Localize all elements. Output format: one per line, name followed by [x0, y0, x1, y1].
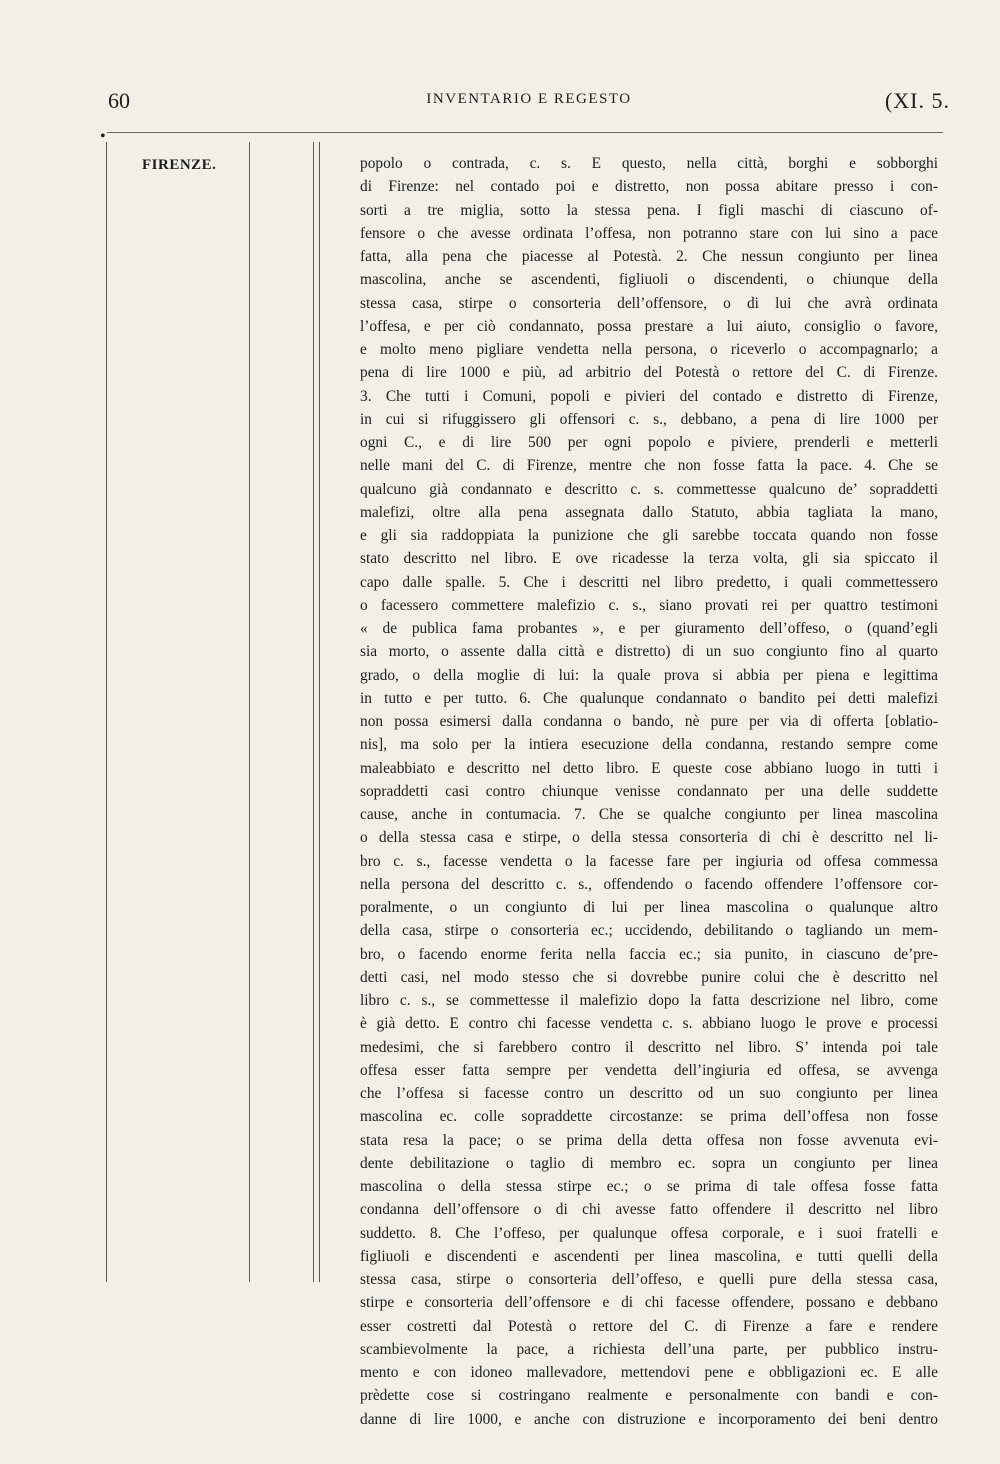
text-line: l’offesa, e per ciò condannato, possa prestare a lui aiuto, consiglio o favore,: [360, 317, 938, 335]
text-line: o della stessa casa e stirpe, o della stessa consorteria di chi è descritto nel li-: [360, 829, 938, 847]
column-rule-middle: [249, 142, 250, 1282]
text-line: stessa casa, stirpe o consorteria dell’offensore, o di lui che avrà ordinata: [360, 294, 938, 312]
text-line: scambievolmente la pace, a richiesta dell’una parte, per pubblico instru-: [360, 1340, 938, 1358]
text-line: 3. Che tutti i Comuni, popoli e pivieri del contado e distretto di Firenze,: [360, 387, 938, 405]
text-line: condanna dell’offensore o di chi avesse fatto offendere il descritto nel libro: [360, 1201, 938, 1219]
text-line: poralmente, o un congiunto di lui per linea mascolina o qualunque altro: [360, 899, 938, 916]
text-line: grado, o della moglie di lui: la quale prova si abbia per piena e legittima: [360, 666, 938, 684]
text-line: è già detto. E contro chi facesse vendetta c. s. abbiano luogo le prove e processi: [360, 1015, 938, 1033]
section-reference: (XI. 5.: [884, 88, 950, 113]
text-line: nella persona del descritto c. s., offendendo o facendo offendere l’offensore cor-: [360, 875, 938, 893]
text-line: stato descritto nel libro. E ove ricadesse la terza volta, gli sia spiccato il: [360, 550, 938, 568]
text-line: libro c. s., se commettesse il malefizio dopo la fatta descrizione nel libro, come: [360, 992, 938, 1009]
margin-place-name: FIRENZE.: [142, 157, 217, 173]
text-line: figliuoli e discendenti e ascendenti per linea mascolina, e tutti quelli della: [360, 1247, 938, 1265]
text-line: qualcuno già condannato e descritto c. s. commettesse qualcuno de’ sopraddetti: [360, 480, 938, 498]
text-line: danne di lire 1000, e anche con distruzione e incorporamento dei beni dentro: [360, 1410, 938, 1428]
running-title: INVENTARIO E REGESTO: [426, 91, 632, 107]
text-line: capo dalle spalle. 5. Che i descritti nel libro predetto, i quali commettessero: [360, 573, 938, 591]
text-line: fensore o che avesse ordinata l’offesa, non potranno stare con lui sino a pace: [360, 224, 938, 242]
text-line: ogni C., e di lire 500 per ogni popolo e piviere, prenderli e metterli: [360, 434, 938, 451]
text-line: nis], ma solo per la intiera esecuzione della condanna, restando sempre come: [360, 736, 938, 754]
text-line: medesimi, che si farebbero contro il descritto nel libro. S’ intenda poi tale: [360, 1038, 938, 1056]
text-line: di Firenze: nel contado poi e distretto, non possa abitare presso i con-: [360, 178, 938, 196]
text-line: prèdette cose si costringano realmente e personalmente con bandi e con-: [360, 1387, 938, 1405]
text-line: mascolina, anche se ascendenti, figliuoli o discendenti, o chiunque della: [360, 271, 938, 289]
margin-dot: •: [100, 128, 106, 145]
text-line: non possa esimersi dalla condanna o bando, nè pure per via di offerta [oblatio-: [360, 713, 938, 730]
text-line: detti casi, nel modo stesso che si dovrebbe punire colui che è descritto nel: [360, 968, 938, 986]
text-line: stessa casa, stirpe o consorteria dell’offeso, e quelli pure della stessa casa,: [360, 1271, 938, 1288]
text-line: sorti a tre miglia, sotto la stessa pena. I figli maschi di ciascuno of-: [360, 201, 938, 219]
text-line: o facessero commettere malefizio c. s., siano provati rei per quattro testimoni: [360, 596, 938, 614]
text-line: stirpe e consorteria dell’offensore e di chi facesse offendere, possano e debbano: [360, 1294, 938, 1312]
text-line: che l’offesa si facesse contro un descritto od un suo congiunto per linea: [360, 1085, 938, 1102]
text-line: mento e con idoneo mallevadore, mettendovi pene e obbligazioni ec. E alle: [360, 1364, 938, 1381]
text-line: cause, anche in contumacia. 7. Che se qualche congiunto per linea mascolina: [360, 806, 938, 823]
running-header: [108, 88, 950, 118]
text-line: bro c. s., facesse vendetta o la facesse fare per ingiuria od offesa commessa: [360, 852, 938, 870]
body-text: [360, 152, 938, 1431]
text-line: stata resa la pace; o se prima della detta offesa non fosse avvenuta evi-: [360, 1131, 938, 1149]
text-line: mascolina ec. colle sopraddette circostanze: se prima dell’offesa non fosse: [360, 1108, 938, 1126]
text-line: della casa, stirpe o consorteria ec.; uccidendo, debilitando o tagliando un mem-: [360, 922, 938, 940]
text-line: nelle mani del C. di Firenze, mentre che non fosse fatta la pace. 4. Che se: [360, 457, 938, 475]
text-line: « de publica fama probantes », e per giuramento dell’offeso, o (quand’egli: [360, 620, 938, 637]
column-rule-left: [106, 142, 107, 1282]
text-line: dente debilitazione o taglio di membro ec. sopra un congiunto per linea: [360, 1154, 938, 1172]
text-line: e molto meno pigliare vendetta nella persona, o riceverlo o accompagnarlo; a: [360, 341, 938, 358]
column-rule-double-b: [319, 142, 320, 1282]
text-line: in cui si rifuggissero gli offensori c. s., debbano, a pena di lire 1000 per: [360, 410, 938, 428]
text-line: offesa esser fatta sempre per vendetta dell’ingiuria ed offesa, se avvenga: [360, 1061, 938, 1079]
text-line: malefizi, oltre alla pena assegnata dallo Statuto, abbia tagliata la mano,: [360, 503, 938, 521]
text-line: bro, o facendo enorme ferita nella faccia ec.; sia punito, in ciascuno de’pre-: [360, 945, 938, 963]
text-line: in tutto e per tutto. 6. Che qualunque condannato o bandito pei detti malefizi: [360, 689, 938, 707]
column-rule-double-a: [313, 142, 314, 1282]
text-line: esser costretti dal Potestà o rettore del C. di Firenze a fare e rendere: [360, 1317, 938, 1335]
text-line: sia morto, o assente dalla città e distretto) di un suo congiunto fino al quarto: [360, 643, 938, 661]
text-line: popolo o contrada, c. s. E questo, nella città, borghi e sobborghi: [360, 155, 938, 172]
text-line: fatta, alla pena che piacesse al Potestà. 2. Che nessun congiunto per linea: [360, 248, 938, 265]
text-line: maleabbiato e descritto nel detto libro. E queste cose abbiano luogo in tutti i: [360, 759, 938, 777]
text-line: pena di lire 1000 e più, ad arbitrio del Potestà o rettore del C. di Firenze.: [360, 364, 938, 382]
header-rule: [107, 132, 943, 133]
page-number: 60: [108, 88, 130, 113]
text-line: e gli sia raddoppiata la punizione che gli sarebbe toccata quando non fosse: [360, 527, 938, 544]
text-line: suddetto. 8. Che l’offeso, per qualunque offesa corporale, e i suoi fratelli e: [360, 1224, 938, 1242]
text-line: sopraddetti casi contro chiunque venisse condannato per una delle suddette: [360, 782, 938, 800]
text-line: mascolina o della stessa stirpe ec.; o se prima di tale offesa fosse fatta: [360, 1178, 938, 1195]
